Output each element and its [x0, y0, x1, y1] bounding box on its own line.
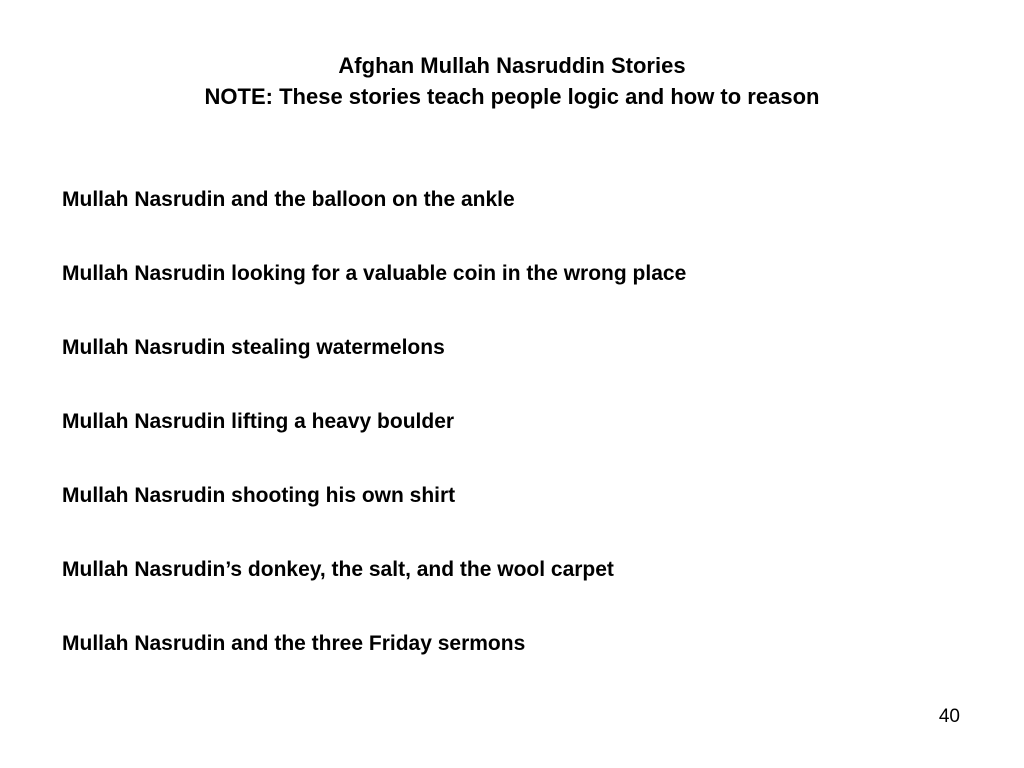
- story-item-donkey: Mullah Nasrudin’s donkey, the salt, and the wool carpet: [62, 558, 614, 581]
- title-line-1: Afghan Mullah Nasruddin Stories: [338, 53, 686, 78]
- page-number: 40: [938, 706, 960, 727]
- story-item-boulder: Mullah Nasrudin lifting a heavy boulder: [62, 410, 455, 433]
- story-item-coin: Mullah Nasrudin looking for a valuable coin in the wrong place: [62, 262, 687, 285]
- story-list: [62, 184, 686, 702]
- story-item-sermons: Mullah Nasrudin and the three Friday sermons: [62, 632, 526, 655]
- story-item-balloon: Mullah Nasrudin and the balloon on the ankle: [62, 188, 515, 211]
- story-item-watermelons: Mullah Nasrudin stealing watermelons: [62, 336, 445, 359]
- slide-title: [0, 50, 1024, 112]
- title-line-2: NOTE: These stories teach people logic and how to reason: [204, 84, 820, 109]
- story-item-shirt: Mullah Nasrudin shooting his own shirt: [62, 484, 456, 507]
